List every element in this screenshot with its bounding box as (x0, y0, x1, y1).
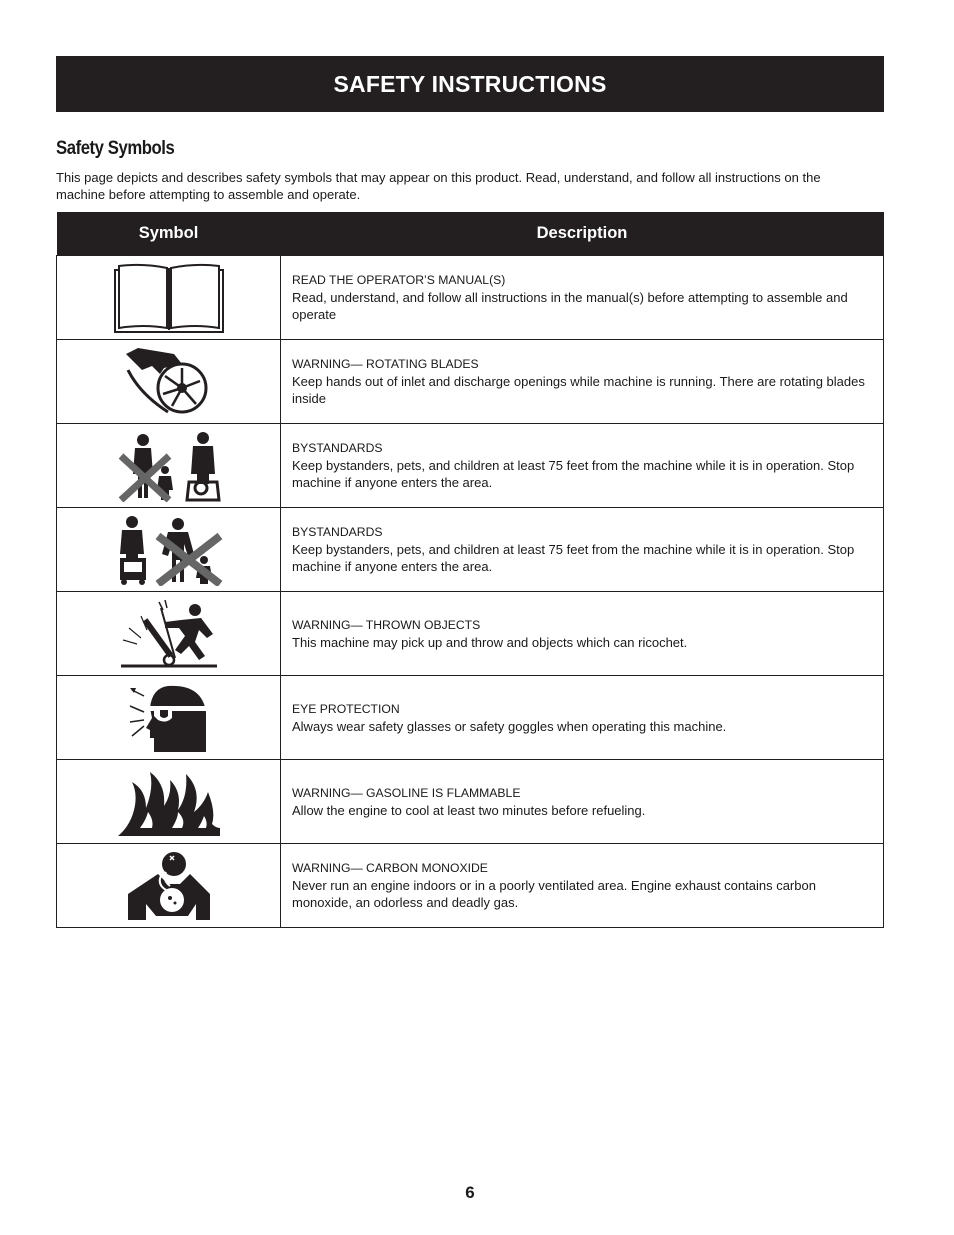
symbol-cell (57, 676, 281, 760)
row-title: WARNING— GASOLINE IS FLAMMABLE (292, 785, 521, 800)
table-row (57, 340, 884, 424)
row-text: Keep bystanders, pets, and children at least 75 feet from the machine while it is in operation. Stop machine if anyone enters the area. (292, 542, 855, 574)
description-cell (281, 676, 884, 760)
description-column-header: Description (281, 212, 884, 256)
symbol-cell (57, 256, 281, 340)
table-row (57, 676, 884, 760)
row-title: WARNING— THROWN OBJECTS (292, 617, 481, 632)
row-title: WARNING— CARBON MONOXIDE (292, 861, 488, 875)
description-cell (281, 760, 884, 844)
description-cell (281, 256, 884, 340)
row-title: BYSTANDARDS (292, 525, 383, 539)
row-text: Read, understand, and follow all instructions in the manual(s) before attempting to assemble and operate (292, 290, 848, 322)
carbon-monoxide-icon (126, 850, 212, 922)
section-title: Safety Symbols (56, 138, 175, 159)
table-row (57, 760, 884, 844)
table-row (57, 844, 884, 928)
bystanders-operator-icon (117, 430, 221, 502)
row-text: Never run an engine indoors or in a poorly ventilated area. Engine exhaust contains carbon monoxide, an odorless and deadly gas. (292, 878, 816, 910)
safety-symbols-table (56, 212, 884, 928)
table-row (57, 256, 884, 340)
symbol-cell (57, 592, 281, 676)
rotating-blades-icon (124, 346, 214, 418)
row-text: Keep hands out of inlet and discharge openings while machine is running. There are rotating blades inside (292, 374, 865, 406)
page-number: 6 (465, 1183, 475, 1202)
bystanders-mower-icon (114, 514, 224, 586)
row-text: Always wear safety glasses or safety goggles when operating this machine. (292, 718, 727, 734)
table-row (57, 424, 884, 508)
eye-protection-icon (128, 682, 210, 754)
symbol-column-header: Symbol (57, 212, 281, 256)
flammable-icon (116, 766, 222, 838)
row-title: READ THE OPERATOR’S MANUAL(S) (292, 273, 506, 287)
row-text: Keep bystanders, pets, and children at least 75 feet from the machine while it is in operation. Stop machine if anyone enters the area. (292, 458, 855, 490)
symbol-cell (57, 340, 281, 424)
symbol-cell (57, 508, 281, 592)
table-row (57, 592, 884, 676)
row-title: BYSTANDARDS (292, 441, 383, 455)
row-text: Allow the engine to cool at least two minutes before refueling. (292, 802, 646, 818)
symbol-cell (57, 760, 281, 844)
table-row (57, 508, 884, 592)
symbol-cell (57, 844, 281, 928)
description-cell (281, 508, 884, 592)
thrown-objects-icon (119, 598, 219, 670)
page-banner (56, 56, 884, 112)
page-title: SAFETY INSTRUCTIONS (333, 70, 607, 97)
description-cell (281, 844, 884, 928)
row-text: This machine may pick up and throw and objects which can ricochet. (292, 634, 688, 650)
row-title: EYE PROTECTION (292, 701, 400, 716)
description-cell (281, 424, 884, 508)
description-cell (281, 592, 884, 676)
table-header-row (57, 212, 884, 256)
row-title: WARNING— ROTATING BLADES (292, 357, 479, 371)
operator-manual-icon (113, 262, 225, 334)
description-cell (281, 340, 884, 424)
symbol-cell (57, 424, 281, 508)
section-intro: This page depicts and describes safety symbols that may appear on this product. Read, understand, and follow all instructions on the machine before attempting to assemble and operate. (56, 170, 821, 202)
